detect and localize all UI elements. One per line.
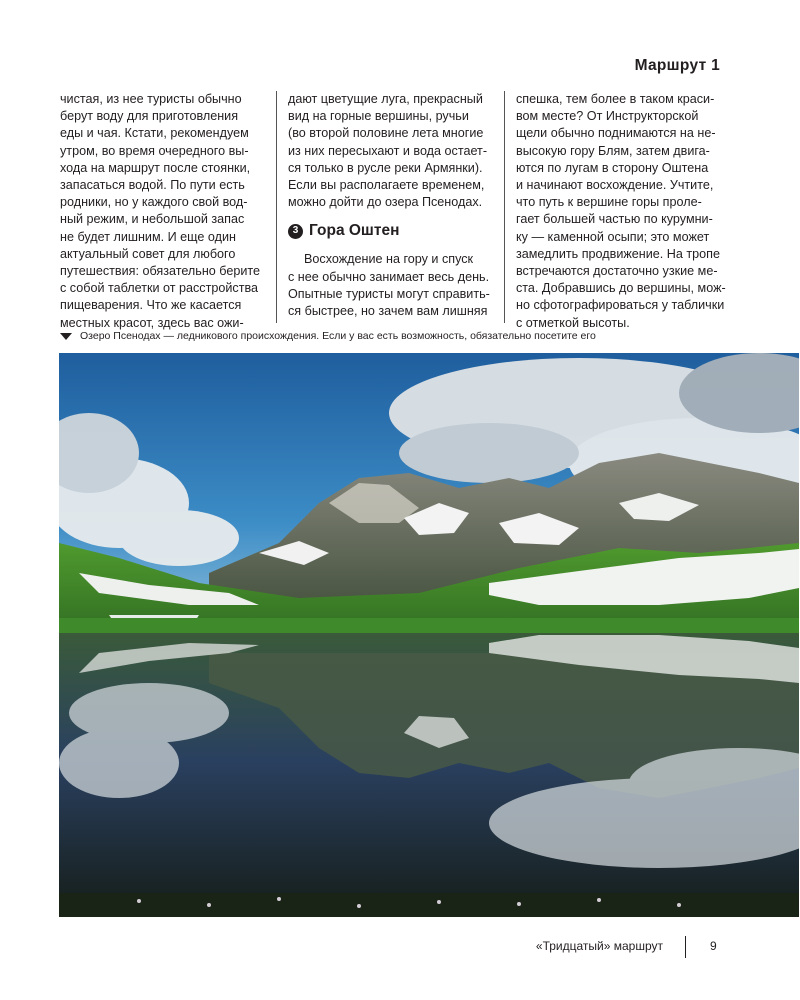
text-column-1: [60, 91, 265, 332]
text-line: но сфотографироваться у таблички: [516, 298, 725, 313]
column-divider: [504, 91, 505, 323]
text-line: спешка, тем более в таком краси-: [516, 92, 715, 106]
text-column-2: [288, 91, 488, 320]
text-line: местных красот, здесь вас ожи-: [60, 315, 244, 330]
text-line: встречаются достаточно узкие ме-: [516, 264, 718, 279]
text-line: ются по лугам в сторону Оштена: [516, 160, 709, 175]
text-line: (во второй половине лета многие: [288, 126, 484, 141]
section-number-badge: 3: [288, 224, 303, 239]
section-heading-text: Гора Оштен: [309, 222, 400, 240]
footer-divider: [685, 936, 686, 958]
page-number: 9: [710, 939, 717, 953]
text-line: родники, но у каждого свой вод-: [60, 195, 248, 210]
text-line: ста. Добравшись до вершины, мож-: [516, 281, 726, 296]
text-line: замедлить продвижение. На тропе: [516, 246, 720, 261]
text-line: высокую гору Блям, затем двига-: [516, 143, 710, 158]
lake-photo: [59, 353, 799, 917]
text-line: щели обычно поднимаются на не-: [516, 126, 716, 141]
section-heading: [288, 221, 488, 241]
section-label: Маршрут 1: [634, 57, 720, 74]
text-line: чистая, из нее туристы обычно: [60, 92, 242, 106]
text-line: берут воду для приготовления: [60, 109, 239, 124]
text-column-3: [516, 91, 726, 332]
text-line: утром, во время очередного вы-: [60, 143, 249, 158]
text-line: с нее обычно занимает весь день.: [288, 269, 490, 284]
footer-book-title: «Тридцатый» маршрут: [535, 939, 663, 953]
text-line: хода на маршрут после стоянки,: [60, 160, 251, 175]
text-line: не будет лишним. И еще один: [60, 229, 236, 244]
text-line: Восхождение на гору и спуск: [304, 252, 474, 267]
text-line: вид на горные вершины, ручьи: [288, 109, 469, 124]
column-divider: [276, 91, 277, 323]
text-line: из них пересыхают и вода остает-: [288, 143, 488, 158]
text-line: Если вы располагаете временем,: [288, 178, 485, 193]
page-footer: [0, 936, 800, 960]
text-line: запасаться водой. По пути есть: [60, 178, 245, 193]
text-line: пищеварения. Что же касается: [60, 298, 242, 313]
text-line: актуальный совет для любого: [60, 246, 236, 261]
text-line: ся быстрее, но зачем вам лишняя: [288, 304, 488, 319]
text-line: и начинают восхождение. Учтите,: [516, 178, 714, 193]
text-line: ся только в русле реки Армянки).: [288, 160, 483, 175]
text-line: с отметкой высоты.: [516, 315, 630, 330]
text-line: с собой таблетки от расстройства: [60, 281, 259, 296]
caption-text: Озеро Псенодах — ледникового происхождения. Если у вас есть возможность, обязательно посетите его: [80, 330, 596, 342]
text-line: дают цветущие луга, прекрасный: [288, 92, 483, 106]
text-line: путешествия: обязательно берите: [60, 264, 261, 279]
text-line: вом месте? От Инструкторской: [516, 109, 699, 124]
text-line: ный режим, и небольшой запас: [60, 212, 245, 227]
caption-arrow-icon: [60, 333, 72, 340]
text-line: Опытные туристы могут справить-: [288, 286, 490, 301]
text-line: ку — каменной осыпи; это может: [516, 229, 710, 244]
text-line: еды и чая. Кстати, рекомендуем: [60, 126, 249, 141]
photo-caption: [60, 330, 760, 342]
text-line: гает большей частью по курумни-: [516, 212, 713, 227]
text-line: можно дойти до озера Псенодах.: [288, 195, 483, 210]
text-line: что путь к вершине горы проле-: [516, 195, 702, 210]
